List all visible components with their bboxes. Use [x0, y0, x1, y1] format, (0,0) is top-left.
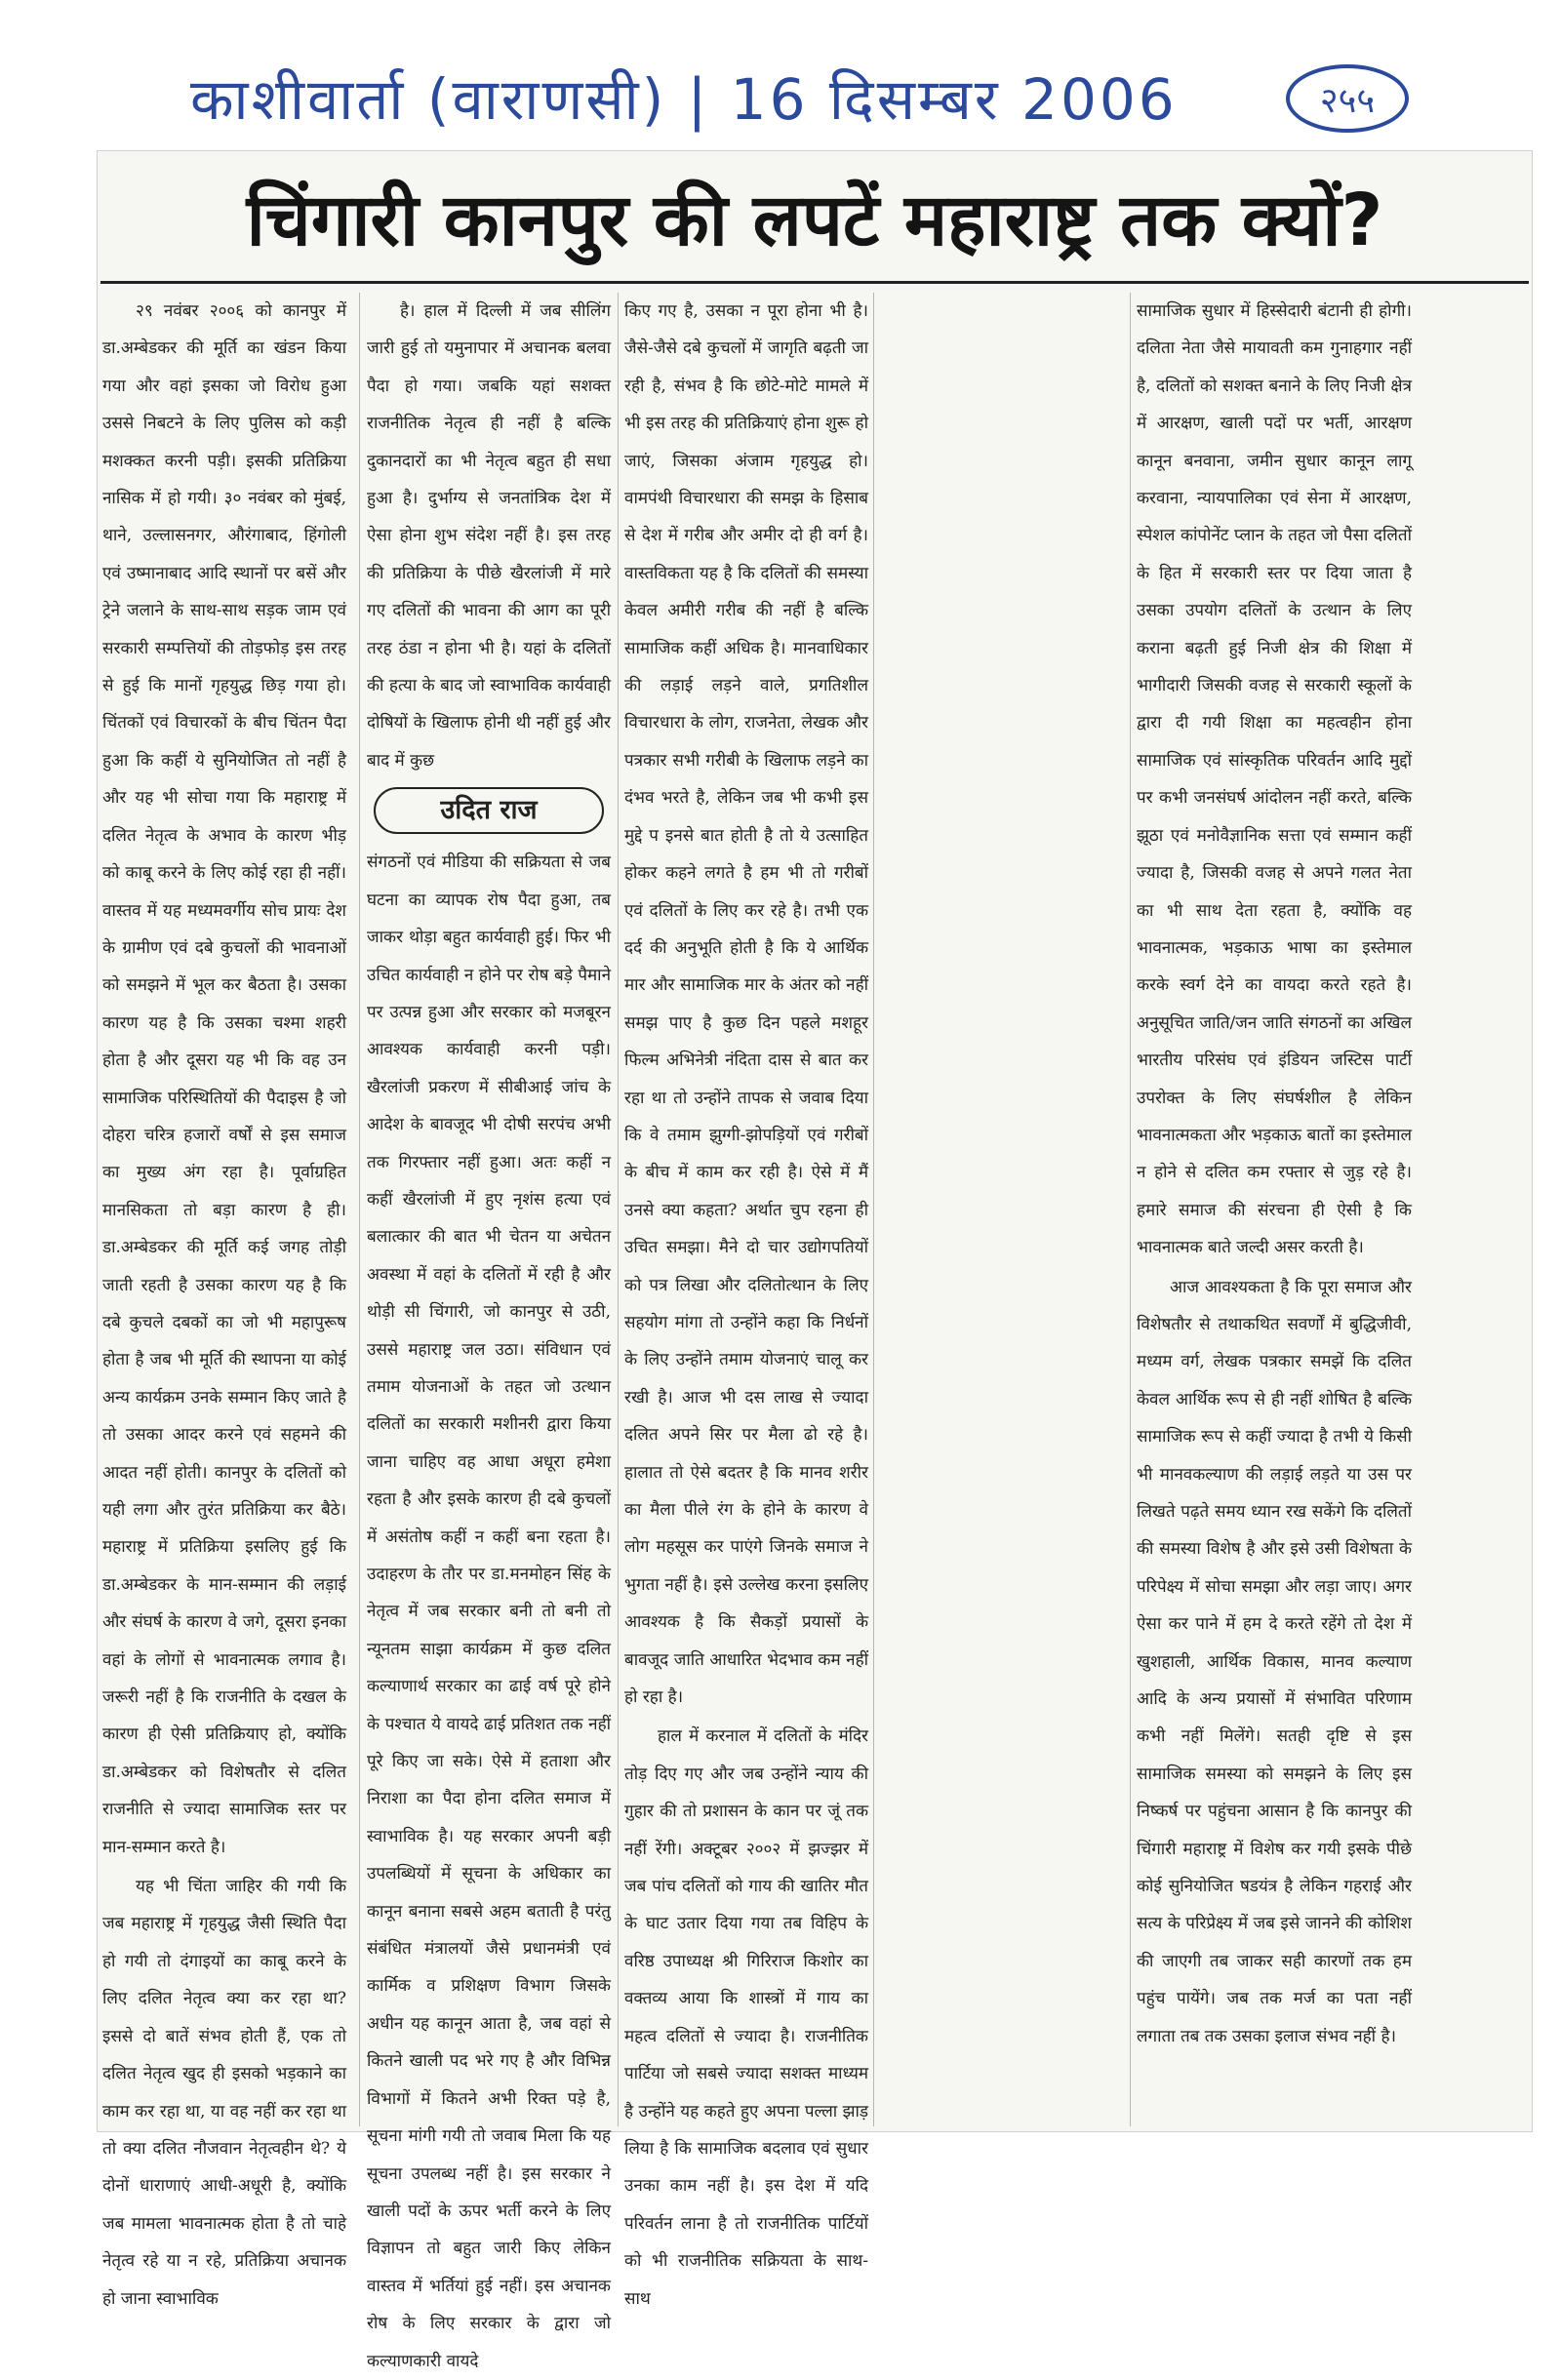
- circled-page-number: २५५: [1286, 64, 1409, 133]
- article-column-1: [102, 293, 346, 2309]
- column-divider: [359, 293, 360, 2126]
- column-divider: [873, 293, 874, 2126]
- column-divider: [1130, 293, 1131, 2126]
- paragraph: आज आवश्यकता है कि पूरा समाज और विशेषतौर से तथाकथित सवर्णों में बुद्धिजीवी, मध्यम वर्ग, लेखक पत्रकार समझें कि दलित केवल आर्थिक रूप से ही नहीं शोषित है बल्कि सामाजिक रूप से कहीं ज्यादा है तभी ये किसी भी मानवकल्याण की लड़ाई लड़ते या उस पर लिखते पढ़ते समय ध्यान रख सकेंगे कि दलितों की समस्या विशेष है और इसे उसी विशेषता के परिपेक्ष्य में सोचा समझा और लड़ा जाए। अगर ऐसा कर पाने में हम दे करते रहेंगे तो देश में खुशहाली, आर्थिक विकास, मानव कल्याण आदि के अन्य प्रयासों में संभावित परिणाम कभी नहीं मिलेंगे। सतही दृष्टि से इस सामाजिक समस्या को समझने के लिए इस निष्कर्ष पर पहुंचना आसान है कि कानपुर की चिंगारी महाराष्ट्र में विशेष कर गयी इसके पीछे कोई सुनियोजित षडयंत्र है लेकिन गहराई और सत्य के परिप्रेक्ष्य में जब इसे जानने की कोशिश की जाएगी तब जाकर सही कारणों तक हम पहुंच पायेंगे। जब तक मर्ज का पता नहीं लगाता तब तक उसका इलाज संभव नहीं है।: [1137, 1277, 1412, 2046]
- paragraph: २९ नवंबर २००६ को कानपुर में डा.अम्बेडकर की मूर्ति का खंडन किया गया और वहां इसका जो विरोध हुआ उससे निबटने के लिए पुलिस को कड़ी मशक्कत करनी पड़ी। इसकी प्रतिक्रिया नासिक में हो गयी। ३० नवंबर को मुंबई, थाने, उल्लासनगर, औरंगाबाद, हिंगोली एवं उष्मानाबाद आदि स्थानों पर बसें और ट्रेने जलाने के साथ-साथ सड़क जाम एवं सरकारी सम्पत्तियों की तोड़फोड़ इस तरह से हुई कि मानों गृहयुद्ध छिड़ गया हो। चिंतकों एवं विचारकों के बीच चिंतन पैदा हुआ कि कहीं ये सुनियोजित तो नहीं है और यह भी सोचा गया कि महाराष्ट्र में दलित नेतृत्व के अभाव के कारण भीड़ को काबू करने के लिए कोई रहा ही नहीं। वास्तव में यह मध्यमवर्गीय सोच प्रायः देश के ग्रामीण एवं दबे कुचलों की भावनाओं को समझने में भूल कर बैठता है। उसका कारण यह है कि उसका चश्मा शहरी होता है और दूसरा यह भी कि वह उन सामाजिक परिस्थितियों की पैदाइस है जो दोहरा चरित्र हजारों वर्षों से इस समाज का मुख्य अंग रहा है। पूर्वाग्रहित मानसिकता तो बड़ा कारण है ही। डा.अम्बेडकर की मूर्ति कई जगह तोड़ी जाती रहती है उसका कारण यह है कि दबे कुचले दबकों का जो भी महापुरूष होता है जब भी मूर्ति की स्थापना या कोई अन्य कार्यक्रम उनके सम्मान किए जाते है तो उसका आदर करने एवं सहमने की आदत नहीं होती। कानपुर के दलितों को यही लगा और तुरंत प्रतिक्रिया कर बैठे। महाराष्ट्र में प्रतिक्रिया इसलिए हुई कि डा.अम्बेडकर के मान-सम्मान की लड़ाई और संघर्ष के कारण वे जगे, दूसरा इनका वहां के लोगों से भावनात्मक लगाव है। जरूरी नहीं है कि राजनीति के दखल के कारण ही ऐसी प्रतिक्रियाए हो, क्योंकि डा.अम्बेडकर को विशेषतौर से दलित राजनीति से ज्यादा सामाजिक स्तर पर मान-सम्मान करते है।: [102, 301, 346, 1857]
- paragraph: किए गए है, उसका न पूरा होना भी है। जैसे-जैसे दबे कुचलों में जागृति बढ़ती जा रही है, संभव है कि छोटे-मोटे मामले में भी इस तरह की प्रतिक्रियाएं होना शुरू हो जाएं, जिसका अंजाम गृहयुद्ध हो। वामपंथी विचारधारा की समझ के हिसाब से देश में गरीब और अमीर दो ही वर्ग है। वास्तविकता यह है कि दलितों की समस्या केवल अमीरी गरीब की नहीं है बल्कि सामाजिक कहीं अधिक है। मानवाधिकार की लड़ाई लड़ने वाले, प्रगतिशील विचारधारा के लोग, राजनेता, लेखक और पत्रकार सभी गरीबी के खिलाफ लड़ने का दंभव भरते है, लेकिन जब भी कभी इस मुद्दे प इनसे बात होती है तो ये उत्साहित होकर कहने लगते है हम भी तो गरीबों एवं दलितों के लिए कर रहे है। तभी एक दर्द की अनुभूति होती है कि ये आर्थिक मार और सामाजिक मार के अंतर को नहीं समझ पाए है कुछ दिन पहले मशहूर फिल्म अभिनेत्री नंदिता दास से बात कर रहा था तो उन्होंने तापक से जवाब दिया कि वे तमाम झुग्गी-झोपड़ियों एवं गरीबों के बीच में काम कर रही है। ऐसे में मैं उनसे क्या कहता? अर्थात चुप रहना ही उचित समझा। मैने दो चार उद्योगपतियों को पत्र लिखा और दलितोत्थान के लिए सहयोग मांगा तो उन्होंने कहा कि निर्धनों के लिए उन्होंने तमाम योजनाएं चालू कर रखी है। आज भी दस लाख से ज्यादा दलित अपने सिर पर मैला ढो रहे है। हालात तो ऐसे बदतर है कि मानव शरीर का मैला पीले रंग के होने के कारण वे लोग महसूस कर पाएंगे जिनके समाज ने भुगता नहीं है। इसे उल्लेख करना इसलिए आवश्यक है कि सैकड़ों प्रयासों के बावजूद जाति आधारित भेदभाव कम नहीं हो रहा है।: [624, 301, 868, 1708]
- headline-rule: [100, 281, 1529, 284]
- handwritten-source-note: काशीवार्ता (वाराणसी) | 16 दिसम्बर 2006: [190, 66, 1178, 133]
- author-byline: उदित राज: [374, 787, 604, 834]
- column-divider: [618, 293, 619, 2126]
- article-column-3: [624, 293, 868, 2309]
- article-column-4: [1137, 293, 1412, 2126]
- paragraph: है। हाल में दिल्ली में जब सीलिंग जारी हुई तो यमुनापार में अचानक बलवा पैदा हो गया। जबकि यहां सशक्त राजनीतिक नेतृत्व ही नहीं है बल्कि दुकानदारों का भी नेतृत्व बहुत ही सधा हुआ है। दुर्भाग्य से जनतांत्रिक देश में ऐसा होना शुभ संदेश नहीं है। इस तरह की प्रतिक्रिया के पीछे खैरलांजी में मारे गए दलितों की भावना की आग का पूरी तरह ठंडा न होना भी है। यहां के दलितों की हत्या के बाद जो स्वाभाविक कार्यवाही दोषियों के खिलाफ होनी थी नहीं हुई और बाद में कुछ: [367, 301, 611, 771]
- paragraph: संगठनों एवं मीडिया की सक्रियता से जब घटना का व्यापक रोष पैदा हुआ, तब जाकर थोड़ा बहुत कार्यवाही हुई। फिर भी उचित कार्यवाही न होने पर रोष बड़े पैमाने पर उत्पन्न हुआ और सरकार को मजबूरन आवश्यक कार्यवाही करनी पड़ी। खैरलांजी प्रकरण में सीबीआई जांच के आदेश के बावजूद भी दोषी सरपंच अभी तक गिरफ्तार नहीं हुआ। अतः कहीं न कहीं खैरलांजी में हुए नृशंस हत्या एवं बलात्कार की बात भी चेतन या अचेतन अवस्था में वहां के दलितों में रही है और थोड़ी सी चिंगारी, जो कानपुर से उठी, उससे महाराष्ट्र जल उठा। संविधान एवं तमाम योजनाओं के तहत जो उत्थान दलितों का सरकारी मशीनरी द्वारा किया जाना चाहिए वह आधा अधूरा हमेशा रहता है और इसके कारण ही दबे कुचलों में असंतोष कहीं न कहीं बना रहता है। उदाहरण के तौर पर डा.मनमोहन सिंह के नेतृत्व में जब सरकार बनी तो बनी तो न्यूनतम साझा कार्यक्रम में कुछ दलित कल्याणार्थ सरकार का ढाई वर्ष पूरे होने के पश्चात ये वायदे ढाई प्रतिशत तक नहीं पूरे किए जा सके। ऐसे में हताशा और निराशा का पैदा होना दलित समाज में स्वाभाविक है। यह सरकार अपनी बड़ी उपलब्धियों में सूचना के अधिकार का कानून बनाना सबसे अहम बताती है परंतु संबंधित मंत्रालयों जैसे प्रधानमंत्री एवं कार्मिक व प्रशिक्षण विभाग जिसके अधीन यह कानून आता है, जब वहां से कितने खाली पद भरे गए है और विभिन्न विभागों में कितने अभी रिक्त पड़े है, सूचना मांगी गयी तो जवाब मिला कि यह सूचना उपलब्ध नहीं है। इस सरकार ने खाली पदों के ऊपर भर्ती करने के लिए विज्ञापन तो बहुत जारी किए लेकिन वास्तव में भर्तियां हुई नहीं। इस अचानक रोष के लिए सरकार के द्वारा जो कल्याणकारी वायदे: [367, 853, 611, 2371]
- paragraph: हाल में करनाल में दलितों के मंदिर तोड़ दिए गए और जब उन्होंने न्याय की गुहार की तो प्रशासन के कान पर जूं तक नहीं रेंगी। अक्टूबर २००२ में झज्झर में जब पांच दलितों को गाय की खातिर मौत के घाट उतार दिया गया तब विहिप के वरिष्ठ उपाध्यक्ष श्री गिरिराज किशोर का वक्तव्य आया कि शास्त्रों में गाय का महत्व दलितों से ज्यादा है। राजनीतिक पार्टिया जो सबसे ज्यादा सशक्त माध्यम है उन्होंने यह कहते हुए अपना पल्ला झाड़ लिया है कि सामाजिक बदलाव एवं सुधार उनका काम नहीं है। इस देश में यदि परिवर्तन लाना है तो राजनीतिक पार्टियों को भी राजनीतिक सक्रियता के साथ-साथ: [624, 1726, 868, 2309]
- paragraph: यह भी चिंता जाहिर की गयी कि जब महाराष्ट्र में गृहयुद्ध जैसी स्थिति पैदा हो गयी तो दंगाइयों का काबू करने के लिए दलित नेतृत्व क्या कर रहा था? इससे दो बातें संभव होती हैं, एक तो दलित नेतृत्व खुद ही इसको भड़काने का काम कर रहा था, या वह नहीं कर रहा था तो क्या दलित नौजवान नेतृत्वहीन थे? ये दोनों धाराणाएं आधी-अधूरी है, क्योंकि जब मामला भावनात्मक होता है तो चाहे नेतृत्व रहे या न रहे, प्रतिक्रिया अचानक हो जाना स्वाभाविक: [102, 1877, 346, 2309]
- article-headline: चिंगारी कानपुर की लपटें महाराष्ट्र तक क्यों?: [246, 178, 1383, 262]
- paragraph: सामाजिक सुधार में हिस्सेदारी बंटानी ही होगी। दलिता नेता जैसे मायावती कम गुनाहगार नहीं है, दलितों को सशक्त बनाने के लिए निजी क्षेत्र में आरक्षण, खाली पदों पर भर्ती, आरक्षण कानून बनवाना, जमीन सुधार कानून लागू करवाना, न्यायपालिका एवं सेना में आरक्षण, स्पेशल कांपोनेंट प्लान के तहत जो पैसा दलितों के हित में सरकारी स्तर पर दिया जाता है उसका उपयोग दलितों के उत्थान के लिए कराना बढ़ती हुई निजी क्षेत्र की शिक्षा में भागीदारी जिसकी वजह से सरकारी स्कूलों के द्वारा दी गयी शिक्षा का महत्वहीन होना सामाजिक एवं सांस्कृतिक परिवर्तन आदि मुद्दों पर कभी जनसंघर्ष आंदोलन नहीं करते, बल्कि झूठा एवं मनोवैज्ञानिक सत्ता एवं सम्मान कहीं ज्यादा है, जिसकी वजह से अपने गलत नेता का भी साथ देता रहता है, क्योंकि वह भावनात्मक, भड़काऊ भाषा का इस्तेमाल करके स्वर्ग देने का वायदा करते रहते है। अनुसूचित जाति/जन जाति संगठनों का अखिल भारतीय परिसंघ एवं इंडियन जस्टिस पार्टी उपरोक्त के लिए संघर्षशील है लेकिन भावनात्मकता और भड़काऊ बातों का इस्तेमाल न होने से दलित कम रफ्तार से जुड़ रहे है। हमारे समाज की संरचना ही ऐसी है कि भावनात्मक बाते जल्दी असर करती है।: [1137, 301, 1412, 1258]
- article-column-2: [367, 293, 611, 2371]
